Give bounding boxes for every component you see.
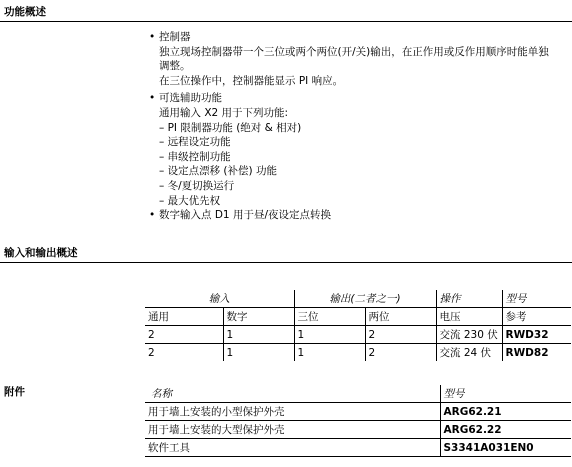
list-item: – 串级控制功能	[159, 150, 231, 163]
header-input: 输入	[145, 290, 294, 308]
header-operation: 操作	[436, 290, 502, 308]
section-title-accessories: 附件	[4, 386, 25, 398]
bullet-label: 控制器	[159, 31, 191, 43]
cell: 交流 24 伏	[436, 344, 502, 362]
accessories-table	[145, 385, 571, 457]
feature-list	[149, 30, 569, 223]
cell: 1	[294, 326, 365, 344]
bullet-text: 在三位操作中，控制器能显示 PI 响应。	[159, 74, 344, 87]
bullet-digital-input	[149, 208, 569, 223]
table-row	[145, 344, 571, 362]
cell: 2	[145, 344, 223, 362]
bullet-dot-icon: •	[149, 31, 156, 43]
bullet-label: 数字输入点 D1 用于昼/夜设定点转换	[159, 209, 331, 222]
cell: 交流 230 伏	[436, 326, 502, 344]
bullet-text: 通用输入 X2 用于下列功能:	[159, 106, 289, 119]
cell: 1	[294, 344, 365, 362]
section-title-overview: 功能概述	[4, 6, 46, 18]
header-model: 型号	[502, 290, 571, 308]
section-title-io: 输入和输出概述	[4, 247, 78, 259]
subheader-reference: 参考	[502, 308, 571, 326]
table-row	[145, 326, 571, 344]
cell: 2	[365, 344, 436, 362]
table-header-row	[145, 385, 571, 403]
list-item: – 冬/夏切换运行	[159, 179, 235, 192]
cell: 1	[223, 344, 294, 362]
cell-model: S3341A031EN0	[440, 439, 571, 457]
list-item: – PI 限制器功能 (绝对 & 相对)	[159, 121, 302, 134]
bullet-dot-icon: •	[149, 209, 156, 222]
subheader-three-pos: 三位	[294, 308, 365, 326]
list-item: – 远程设定功能	[159, 136, 231, 149]
subheader-digital: 数字	[223, 308, 294, 326]
section-divider	[0, 21, 572, 22]
table-header-row	[145, 290, 571, 308]
cell-model: ARG62.21	[440, 403, 571, 421]
bullet-controller	[149, 30, 569, 45]
bullet-dot-icon: •	[149, 92, 156, 105]
bullet-label: 可选辅助功能	[159, 92, 222, 105]
bullet-aux-functions	[149, 91, 569, 106]
cell-model: RWD82	[502, 344, 571, 362]
cell-model: RWD32	[502, 326, 571, 344]
cell: 用于墙上安装的大型保护外壳	[145, 421, 440, 439]
subheader-universal: 通用	[148, 311, 169, 323]
bullet-text: 独立现场控制器带一个三位或两个两位(开/关)输出，在正作用或反作用顺序时能单独	[159, 45, 549, 58]
cell: 1	[223, 326, 294, 344]
subheader-voltage: 电压	[436, 308, 502, 326]
list-item: – 最大优先权	[159, 194, 221, 207]
bullet-text: 调整。	[159, 60, 191, 73]
header-name: 名称	[145, 385, 440, 403]
list-item: – 设定点漂移 (补偿) 功能	[159, 165, 277, 178]
table-row	[145, 421, 571, 439]
io-table	[145, 290, 571, 361]
table-row	[145, 439, 571, 457]
cell: 2	[365, 326, 436, 344]
cell: 2	[145, 326, 223, 344]
cell: 用于墙上安装的小型保护外壳	[145, 403, 440, 421]
cell-model: ARG62.22	[440, 421, 571, 439]
table-row	[145, 403, 571, 421]
subheader-two-pos: 两位	[365, 308, 436, 326]
section-divider	[0, 262, 572, 263]
table-subheader-row	[145, 308, 571, 326]
header-output: 输出(二者之一)	[294, 290, 436, 308]
header-model: 型号	[440, 385, 571, 403]
cell: 软件工具	[145, 439, 440, 457]
